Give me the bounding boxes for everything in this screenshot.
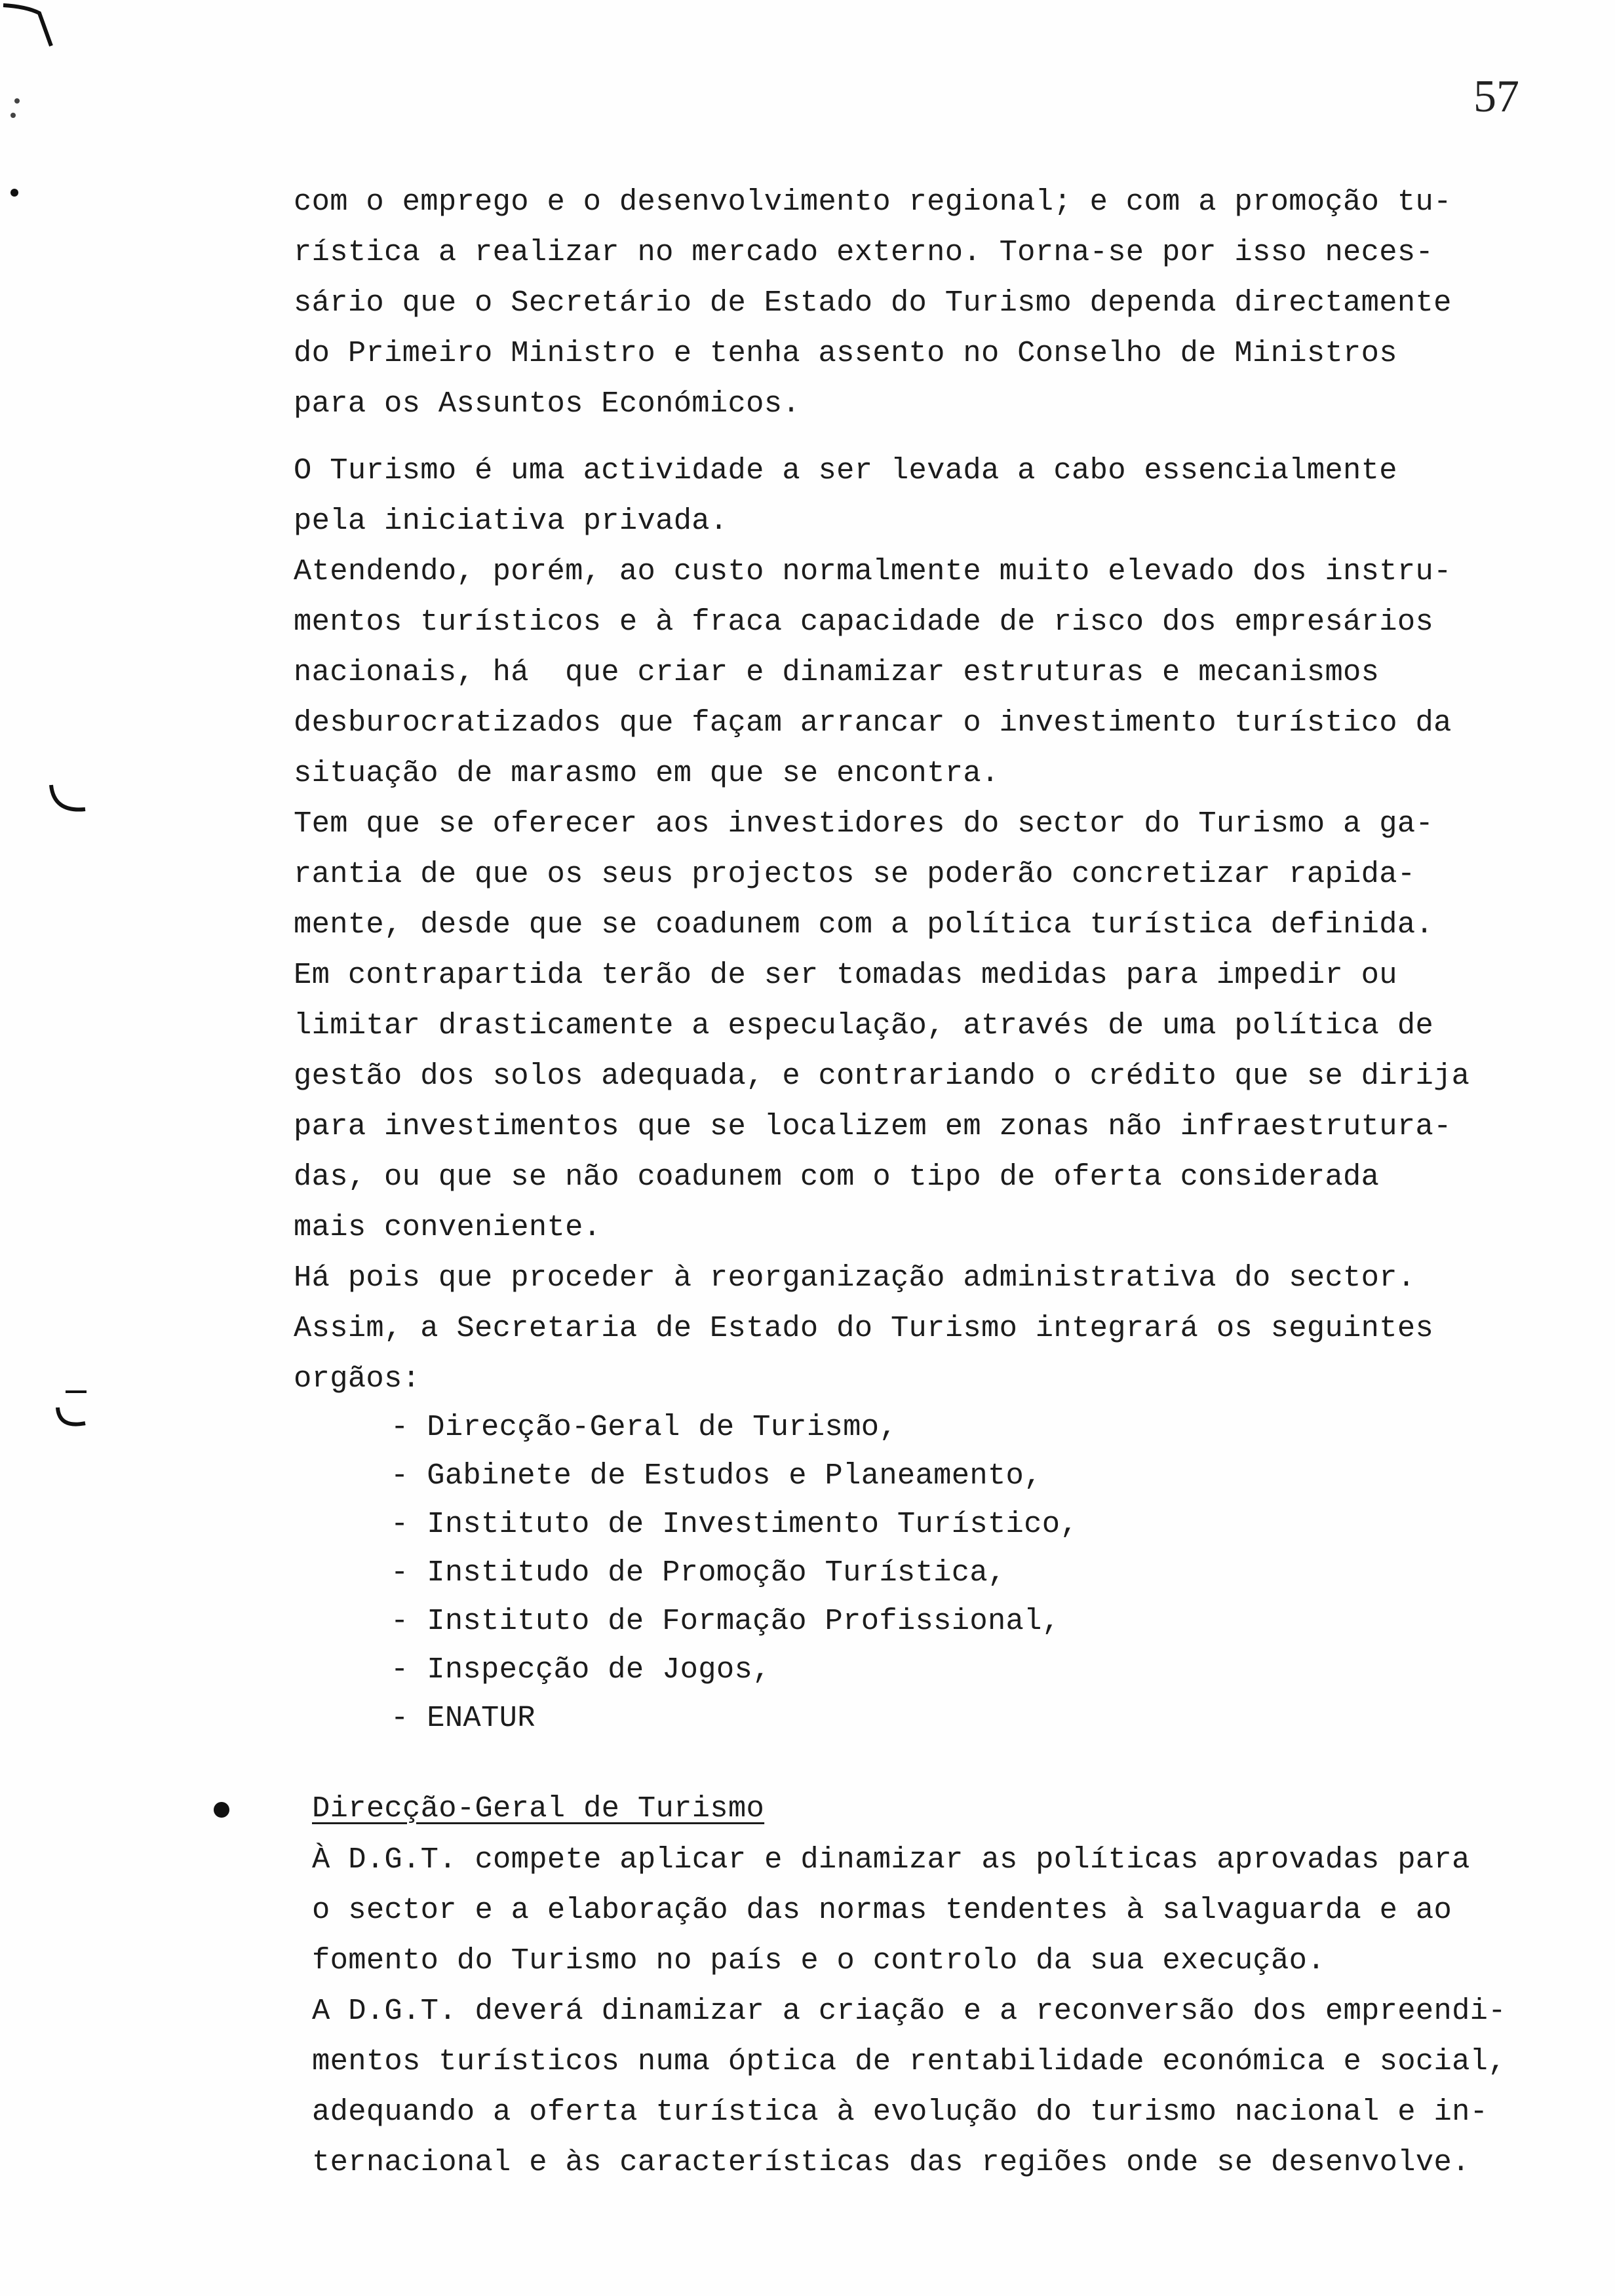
margin-bracket-mark [46, 1383, 105, 1442]
list-item: - Gabinete de Estudos e Planeamento, [391, 1459, 1042, 1493]
body-line: limitar drasticamente a especulação, através de uma política de [294, 1008, 1434, 1043]
body-line: O Turismo é uma actividade a ser levada a cabo essencialmente [294, 453, 1397, 488]
list-item: - Institudo de Promoção Turística, [391, 1556, 1006, 1590]
body-line: do Primeiro Ministro e tenha assento no Conselho de Ministros [294, 336, 1397, 370]
margin-bracket-mark [46, 780, 98, 826]
body-line: situação de marasmo em que se encontra. [294, 756, 1000, 790]
body-line: para os Assuntos Económicos. [294, 387, 800, 421]
list-item: - Instituto de Investimento Turístico, [391, 1507, 1078, 1541]
body-line: mente, desde que se coadunem com a política turística definida. [294, 908, 1434, 942]
section-line: adequando a oferta turística à evolução do turismo nacional e in- [312, 2095, 1489, 2129]
body-line: rística a realizar no mercado externo. Torna-se por isso neces- [294, 235, 1434, 269]
body-line: mentos turísticos e à fraca capacidade de risco dos empresários [294, 605, 1434, 639]
margin-dot [10, 189, 18, 197]
section-line: mentos turísticos numa óptica de rentabilidade económica e social, [312, 2044, 1506, 2078]
corner-mark [0, 0, 72, 72]
list-item: - Direcção-Geral de Turismo, [391, 1410, 897, 1444]
body-line: mais conveniente. [294, 1210, 602, 1244]
body-line: Há pois que proceder à reorganização administrativa do sector. [294, 1261, 1416, 1295]
list-item: - ENATUR [391, 1701, 535, 1735]
body-line: Em contrapartida terão de ser tomadas medidas para impedir ou [294, 958, 1397, 992]
body-line: Tem que se oferecer aos investidores do sector do Turismo a ga- [294, 807, 1434, 841]
body-line: gestão dos solos adequada, e contrariando o crédito que se dirija [294, 1059, 1470, 1093]
body-line: pela iniciativa privada. [294, 504, 728, 538]
section-line: fomento do Turismo no país e o controlo da sua execução. [312, 1943, 1325, 1978]
body-line: sário que o Secretário de Estado do Turismo dependa directamente [294, 286, 1452, 320]
body-line: desburocratizados que façam arrancar o investimento turístico da [294, 706, 1452, 740]
body-line: orgãos: [294, 1362, 421, 1396]
body-line: com o emprego e o desenvolvimento regional; e com a promoção tu- [294, 185, 1452, 219]
section-line: À D.G.T. compete aplicar e dinamizar as políticas aprovadas para [312, 1843, 1470, 1877]
margin-dot [14, 98, 20, 104]
section-line: A D.G.T. deverá dinamizar a criação e a reconversão dos empreendi- [312, 1994, 1506, 2028]
section-line: ternacional e às características das regiões onde se desenvolve. [312, 2145, 1470, 2179]
list-item: - Inspecção de Jogos, [391, 1653, 771, 1687]
body-line: rantia de que os seus projectos se poderão concretizar rapida- [294, 857, 1416, 891]
list-item: - Instituto de Formação Profissional, [391, 1604, 1060, 1638]
body-line: para investimentos que se localizem em zonas não infraestrutura- [294, 1109, 1452, 1143]
body-line: Atendendo, porém, ao custo normalmente muito elevado dos instru- [294, 554, 1452, 588]
body-line: das, ou que se não coadunem com o tipo de oferta considerada [294, 1160, 1380, 1194]
body-line: nacionais, há que criar e dinamizar estruturas e mecanismos [294, 655, 1380, 689]
margin-dot [10, 113, 16, 118]
body-line: Assim, a Secretaria de Estado do Turismo integrará os seguintes [294, 1311, 1434, 1345]
page-number: 57 [1473, 71, 1519, 122]
section-bullet [214, 1802, 229, 1818]
section-line: o sector e a elaboração das normas tendentes à salvaguarda e ao [312, 1893, 1452, 1927]
section-heading: Direcção-Geral de Turismo [312, 1791, 765, 1826]
